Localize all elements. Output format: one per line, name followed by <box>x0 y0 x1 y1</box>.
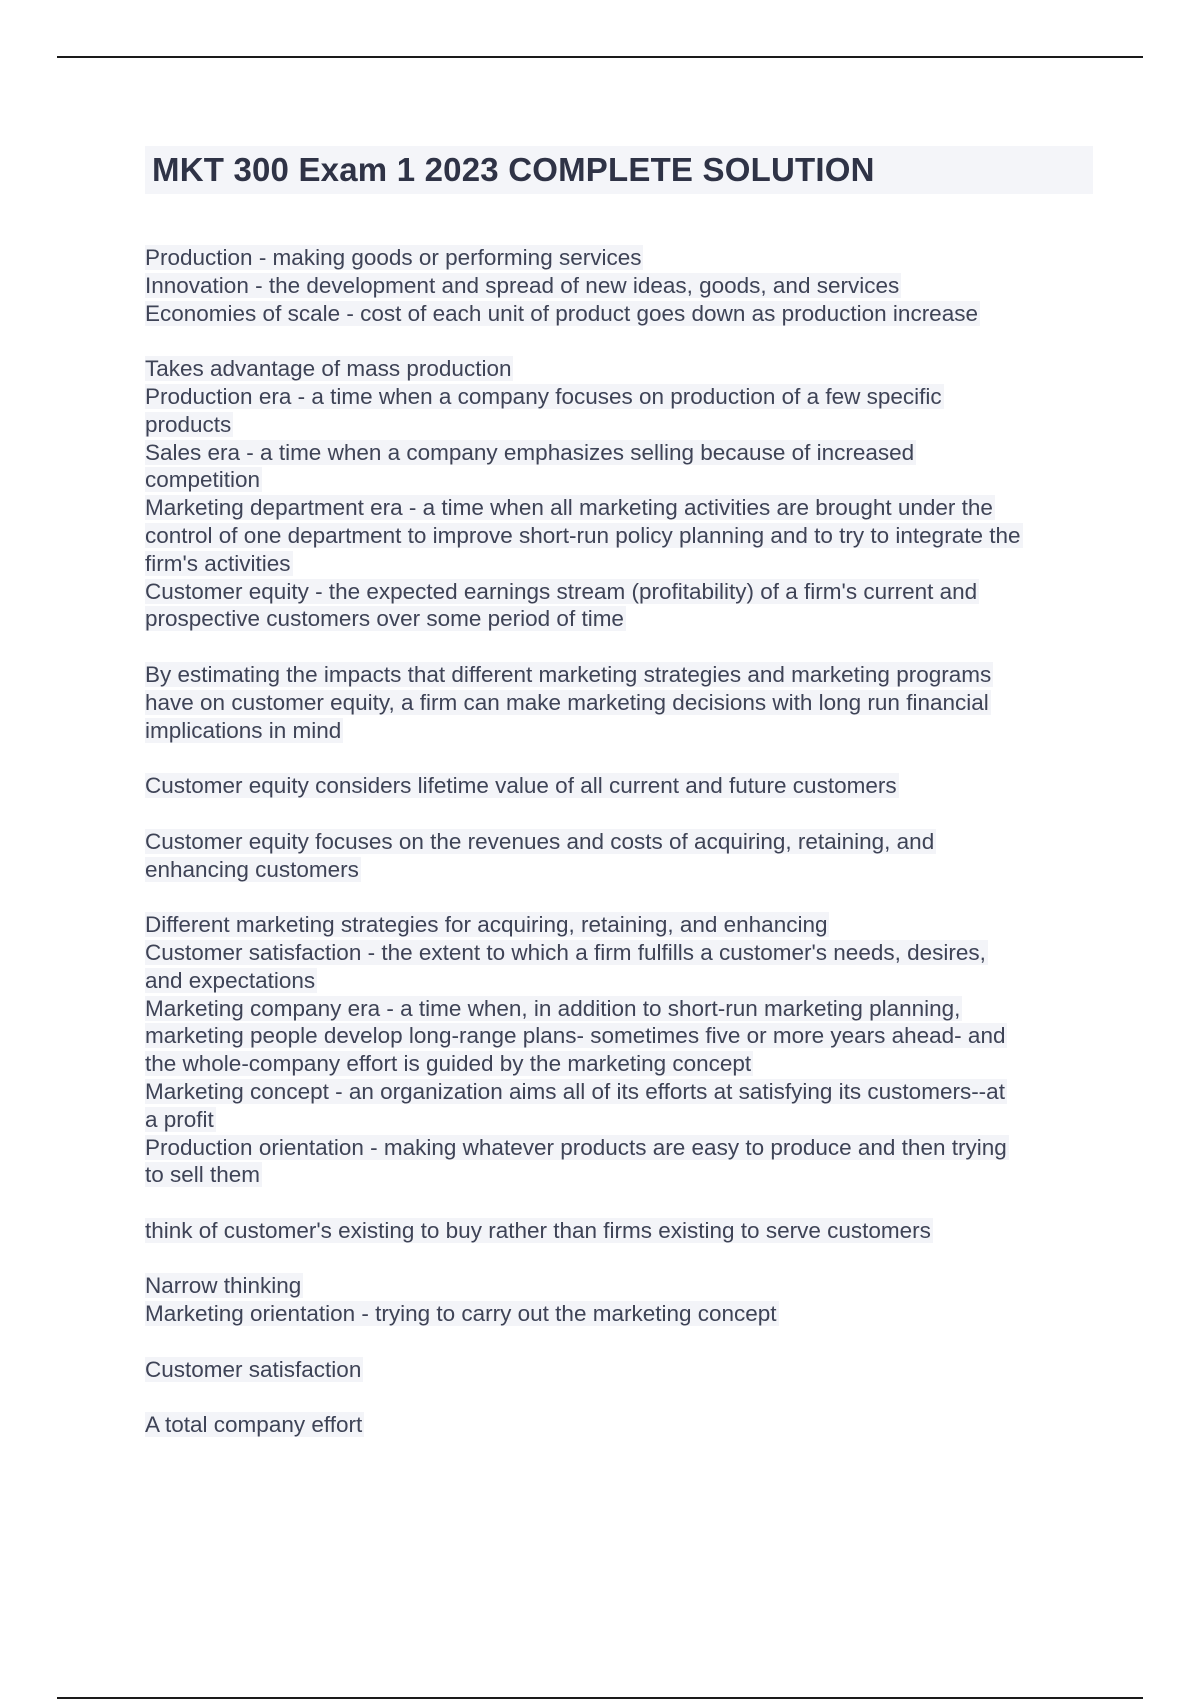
text-line <box>145 1050 1095 1078</box>
text-line <box>145 1134 1095 1162</box>
text-line <box>145 689 1095 717</box>
text-line <box>145 939 1095 967</box>
text-line-content: Production era - a time when a company focuses on production of a few specific <box>145 383 942 409</box>
text-line-content: and expectations <box>145 967 316 993</box>
text-line-content: have on customer equity, a firm can make marketing decisions with long run financial <box>145 689 989 715</box>
text-line-content: Marketing orientation - trying to carry out the marketing concept <box>145 1301 777 1327</box>
text-line <box>145 828 1095 856</box>
text-line-content: Innovation - the development and spread of new ideas, goods, and services <box>145 272 900 298</box>
text-line-content: Marketing concept - an organization aims all of its efforts at satisfying its customers--at <box>145 1078 1005 1104</box>
text-line-content: a profit <box>145 1106 214 1132</box>
text-line <box>145 439 1095 467</box>
text-line-content: Marketing department era - a time when all marketing activities are brought under the <box>145 495 993 521</box>
text-line <box>145 1356 1095 1384</box>
blank-line <box>145 1384 1095 1412</box>
text-line-content: think of customer's existing to buy rather than firms existing to serve customers <box>145 1217 931 1243</box>
text-line-content: products <box>145 411 232 437</box>
text-line <box>145 300 1095 328</box>
text-line-content: Narrow thinking <box>145 1273 302 1299</box>
text-line-content: prospective customers over some period of time <box>145 606 624 632</box>
document-body <box>145 244 1095 1439</box>
text-line <box>145 1411 1095 1439</box>
text-line-content: Customer equity considers lifetime value of all current and future customers <box>145 773 897 799</box>
blank-line <box>145 883 1095 911</box>
text-line <box>145 967 1095 995</box>
text-line-content: Customer satisfaction - the extent to which a firm fulfills a customer's needs, desires, <box>145 939 986 965</box>
blank-line <box>145 1245 1095 1273</box>
text-line <box>145 1161 1095 1189</box>
text-line <box>145 1022 1095 1050</box>
text-line-content: Customer satisfaction <box>145 1356 362 1382</box>
text-line-content: Sales era - a time when a company emphasizes selling because of increased <box>145 439 915 465</box>
text-line <box>145 578 1095 606</box>
text-line-content: Customer equity focuses on the revenues and costs of acquiring, retaining, and <box>145 828 935 854</box>
text-line <box>145 272 1095 300</box>
text-line <box>145 605 1095 633</box>
blank-line <box>145 327 1095 355</box>
text-line-content: Production orientation - making whatever products are easy to produce and then trying <box>145 1134 1007 1160</box>
text-line <box>145 1300 1095 1328</box>
text-line <box>145 661 1095 689</box>
text-line <box>145 911 1095 939</box>
text-line-content: competition <box>145 467 261 493</box>
text-line <box>145 717 1095 745</box>
text-line <box>145 522 1095 550</box>
text-line <box>145 466 1095 494</box>
document-title: MKT 300 Exam 1 2023 COMPLETE SOLUTION <box>152 151 875 188</box>
text-line-content: enhancing customers <box>145 856 359 882</box>
top-rule <box>57 56 1143 58</box>
text-line <box>145 1217 1095 1245</box>
text-line <box>145 411 1095 439</box>
text-line <box>145 1078 1095 1106</box>
text-line-content: the whole-company effort is guided by the marketing concept <box>145 1051 752 1077</box>
text-line-content: Different marketing strategies for acquiring, retaining, and enhancing <box>145 912 828 938</box>
text-line <box>145 244 1095 272</box>
text-line <box>145 1272 1095 1300</box>
text-line-content: Economies of scale - cost of each unit of product goes down as production increase <box>145 300 978 326</box>
text-line-content: to sell them <box>145 1162 261 1188</box>
text-line-content: Marketing company era - a time when, in addition to short-run marketing planning, <box>145 995 961 1021</box>
bottom-rule <box>57 1697 1143 1699</box>
text-line <box>145 1106 1095 1134</box>
blank-line <box>145 800 1095 828</box>
text-line-content: control of one department to improve short-run policy planning and to try to integrate the <box>145 522 1021 548</box>
text-line <box>145 355 1095 383</box>
text-line-content: marketing people develop long-range plans- sometimes five or more years ahead- and <box>145 1023 1006 1049</box>
text-line <box>145 383 1095 411</box>
blank-line <box>145 1328 1095 1356</box>
text-line <box>145 856 1095 884</box>
text-line-content: By estimating the impacts that different marketing strategies and marketing programs <box>145 661 992 687</box>
text-line-content: Production - making goods or performing services <box>145 245 642 270</box>
blank-line <box>145 633 1095 661</box>
text-line-content: implications in mind <box>145 717 342 743</box>
text-line-content: Takes advantage of mass production <box>145 356 512 382</box>
text-line-content: A total company effort <box>145 1412 363 1438</box>
text-line-content: Customer equity - the expected earnings stream (profitability) of a firm's current and <box>145 578 978 604</box>
text-line <box>145 550 1095 578</box>
text-line-content: firm's activities <box>145 550 291 576</box>
text-line <box>145 494 1095 522</box>
text-line <box>145 995 1095 1023</box>
text-line <box>145 772 1095 800</box>
blank-line <box>145 744 1095 772</box>
blank-line <box>145 1189 1095 1217</box>
